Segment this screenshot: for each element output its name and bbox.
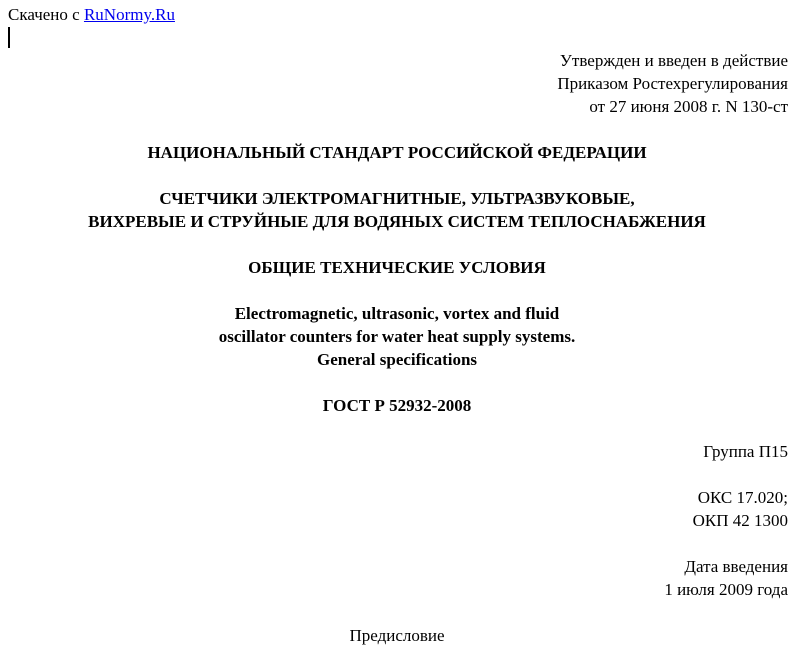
- source-prefix: Скачено с: [8, 5, 80, 24]
- section-heading-preface: Предисловие: [349, 626, 445, 645]
- classification-block: [693, 486, 788, 532]
- approval-line-1: Утвержден и введен в действие: [559, 51, 788, 70]
- approval-line-3: от 27 июня 2008 г. N 130-ст: [589, 97, 788, 116]
- source-line: [8, 4, 175, 26]
- subtitle-ru: ОБЩИЕ ТЕХНИЧЕСКИЕ УСЛОВИЯ: [248, 258, 546, 277]
- title-ru-line-1: СЧЕТЧИКИ ЭЛЕКТРОМАГНИТНЫЕ, УЛЬТРАЗВУКОВЫЕ,: [159, 189, 635, 208]
- title-ru: [0, 187, 794, 233]
- intro-date-block: [664, 555, 788, 601]
- title-en-line-2: oscillator counters for water heat supply systems.: [218, 327, 576, 346]
- title-ru-line-2: ВИХРЕВЫЕ И СТРУЙНЫЕ ДЛЯ ВОДЯНЫХ СИСТЕМ ТЕПЛОСНАБЖЕНИЯ: [88, 212, 706, 231]
- intro-date-value: 1 июля 2009 года: [664, 580, 788, 599]
- group-label: Группа П15: [703, 442, 788, 461]
- approval-block: [557, 49, 788, 118]
- title-en-line-1: Electromagnetic, ultrasonic, vortex and fluid: [234, 304, 560, 323]
- gost-number: ГОСТ Р 52932-2008: [322, 396, 472, 415]
- approval-line-2: Приказом Ростехрегулирования: [557, 74, 788, 93]
- title-en-line-3: General specifications: [316, 350, 478, 369]
- oks-code: ОКС 17.020;: [697, 488, 788, 507]
- okp-code: ОКП 42 1300: [692, 511, 788, 530]
- source-link[interactable]: RuNormy.Ru: [83, 5, 175, 24]
- text-cursor: [8, 27, 10, 48]
- standard-header: НАЦИОНАЛЬНЫЙ СТАНДАРТ РОССИЙСКОЙ ФЕДЕРАЦИИ: [147, 143, 647, 162]
- intro-date-label: Дата введения: [684, 557, 788, 576]
- title-en: [0, 302, 794, 371]
